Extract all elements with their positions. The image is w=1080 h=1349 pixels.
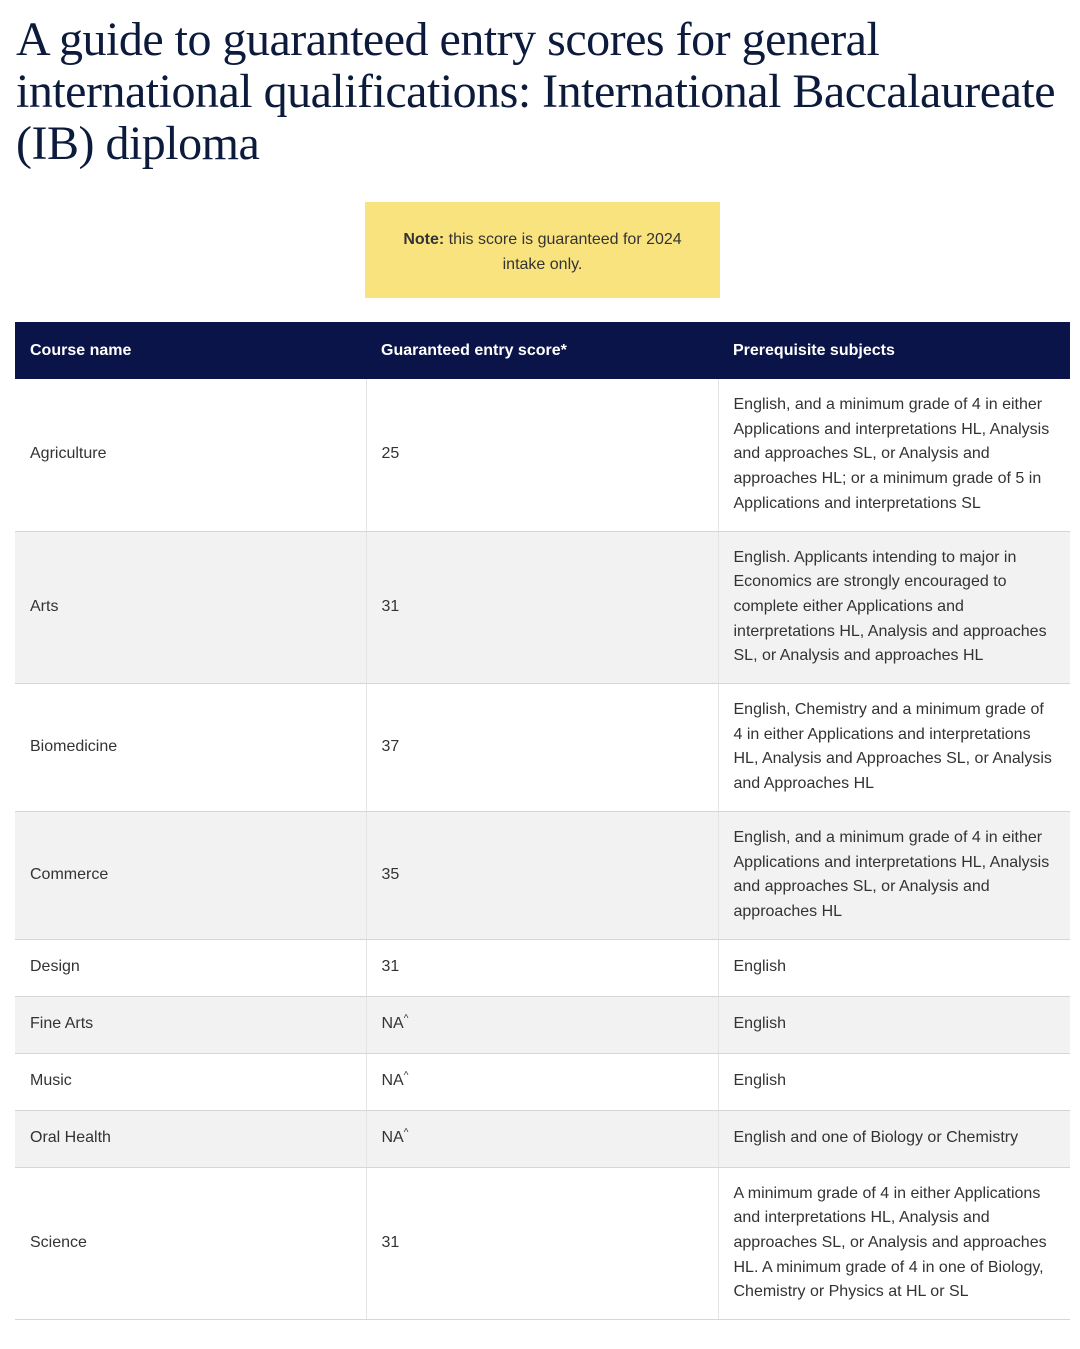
course-name: Fine Arts [15,996,366,1053]
prerequisite-subjects: English and one of Biology or Chemistry [718,1110,1070,1167]
score-value: NA [381,1015,404,1033]
entry-score [366,1110,718,1167]
entry-score [366,684,718,812]
prerequisite-subjects: English, and a minimum grade of 4 in either Applications and interpretations HL, Analysis and approaches SL, or Analysis and approaches HL; or a minimum grade of 5 in Applications and interpretations SL [718,379,1070,531]
course-name: Arts [15,531,366,684]
entry-score [366,939,718,996]
prerequisite-subjects: English [718,1053,1070,1110]
note-label: Note: [403,231,445,248]
course-name: Agriculture [15,379,366,531]
course-name: Music [15,1053,366,1110]
prerequisite-subjects: English [718,939,1070,996]
course-name: Science [15,1167,366,1320]
table-row [15,1110,1070,1167]
prerequisite-subjects: English, Chemistry and a minimum grade of 4 in either Applications and interpretations HL, Analysis and Approaches SL, or Analysis and Approaches HL [718,684,1070,812]
table-row [15,939,1070,996]
table-header-row [15,322,1070,379]
score-value: 25 [381,445,400,463]
score-value: 37 [381,738,400,756]
note-text: this score is guaranteed for 2024 intake only. [444,231,682,273]
score-footnote: ^ [403,1127,409,1139]
entry-score-table [15,322,1070,1320]
table-row [15,1167,1070,1320]
table-row [15,1053,1070,1110]
entry-score [366,379,718,531]
entry-score [366,811,718,939]
score-value: 35 [381,865,400,883]
course-name: Commerce [15,811,366,939]
score-footnote: ^ [403,1070,409,1082]
page-title: A guide to guaranteed entry scores for general international qualifications: International Baccalaureate (IB) diploma [16,13,1056,170]
entry-score [366,531,718,684]
course-name: Biomedicine [15,684,366,812]
entry-score [366,1167,718,1320]
table-row [15,811,1070,939]
table-row [15,379,1070,531]
note-box [365,202,720,298]
course-name: Oral Health [15,1110,366,1167]
table-row [15,531,1070,684]
score-value: 31 [381,1234,400,1252]
score-footnote: ^ [403,1013,409,1025]
prerequisite-subjects: English, and a minimum grade of 4 in either Applications and interpretations HL, Analysis and approaches SL, or Analysis and approaches HL [718,811,1070,939]
course-name: Design [15,939,366,996]
entry-score [366,1053,718,1110]
score-value: NA [381,1072,404,1090]
score-value: NA [381,1129,404,1147]
table-row [15,684,1070,812]
header-entry-score: Guaranteed entry score* [381,341,567,359]
prerequisite-subjects: English [718,996,1070,1053]
score-value: 31 [381,597,400,615]
header-course-name: Course name [30,341,132,359]
score-value: 31 [381,958,400,976]
table-row [15,996,1070,1053]
prerequisite-subjects: A minimum grade of 4 in either Applications and interpretations HL, Analysis and approaches SL, or Analysis and approaches HL. A minimum grade of 4 in one of Biology, Chemistry or Physics at HL or SL [718,1167,1070,1320]
entry-score [366,996,718,1053]
header-prerequisites: Prerequisite subjects [733,341,895,359]
prerequisite-subjects: English. Applicants intending to major in Economics are strongly encouraged to complete either Applications and interpretations HL, Analysis and approaches SL, or Analysis and approaches HL [718,531,1070,684]
